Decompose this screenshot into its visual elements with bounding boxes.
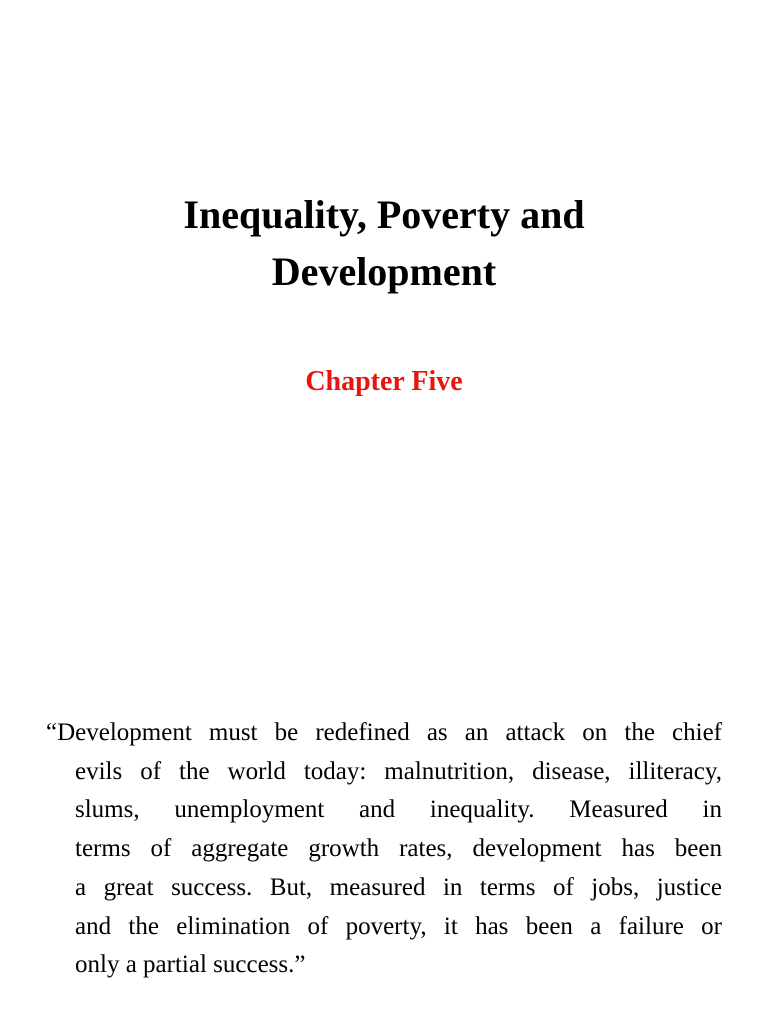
slide-title (60, 186, 708, 300)
quote-line: and the elimination of poverty, it has been a failure or (75, 912, 722, 940)
quote-line: only a partial success.” (75, 951, 306, 979)
quote-line: a great success. But, measured in terms of jobs, justice (75, 873, 722, 901)
quote-line: slums, unemployment and inequality. Measured in (75, 796, 722, 824)
chapter-subtitle: Chapter Five (305, 366, 463, 397)
slide-title-line: Inequality, Poverty and (183, 192, 585, 237)
slide-title-line: Development (271, 249, 497, 294)
quote-line: “Development must be redefined as an attack on the chief (46, 719, 722, 746)
quote-line: evils of the world today: malnutrition, disease, illiteracy, (75, 757, 722, 785)
quote-paragraph (46, 714, 722, 985)
quote-line: terms of aggregate growth rates, development has been (75, 835, 722, 863)
